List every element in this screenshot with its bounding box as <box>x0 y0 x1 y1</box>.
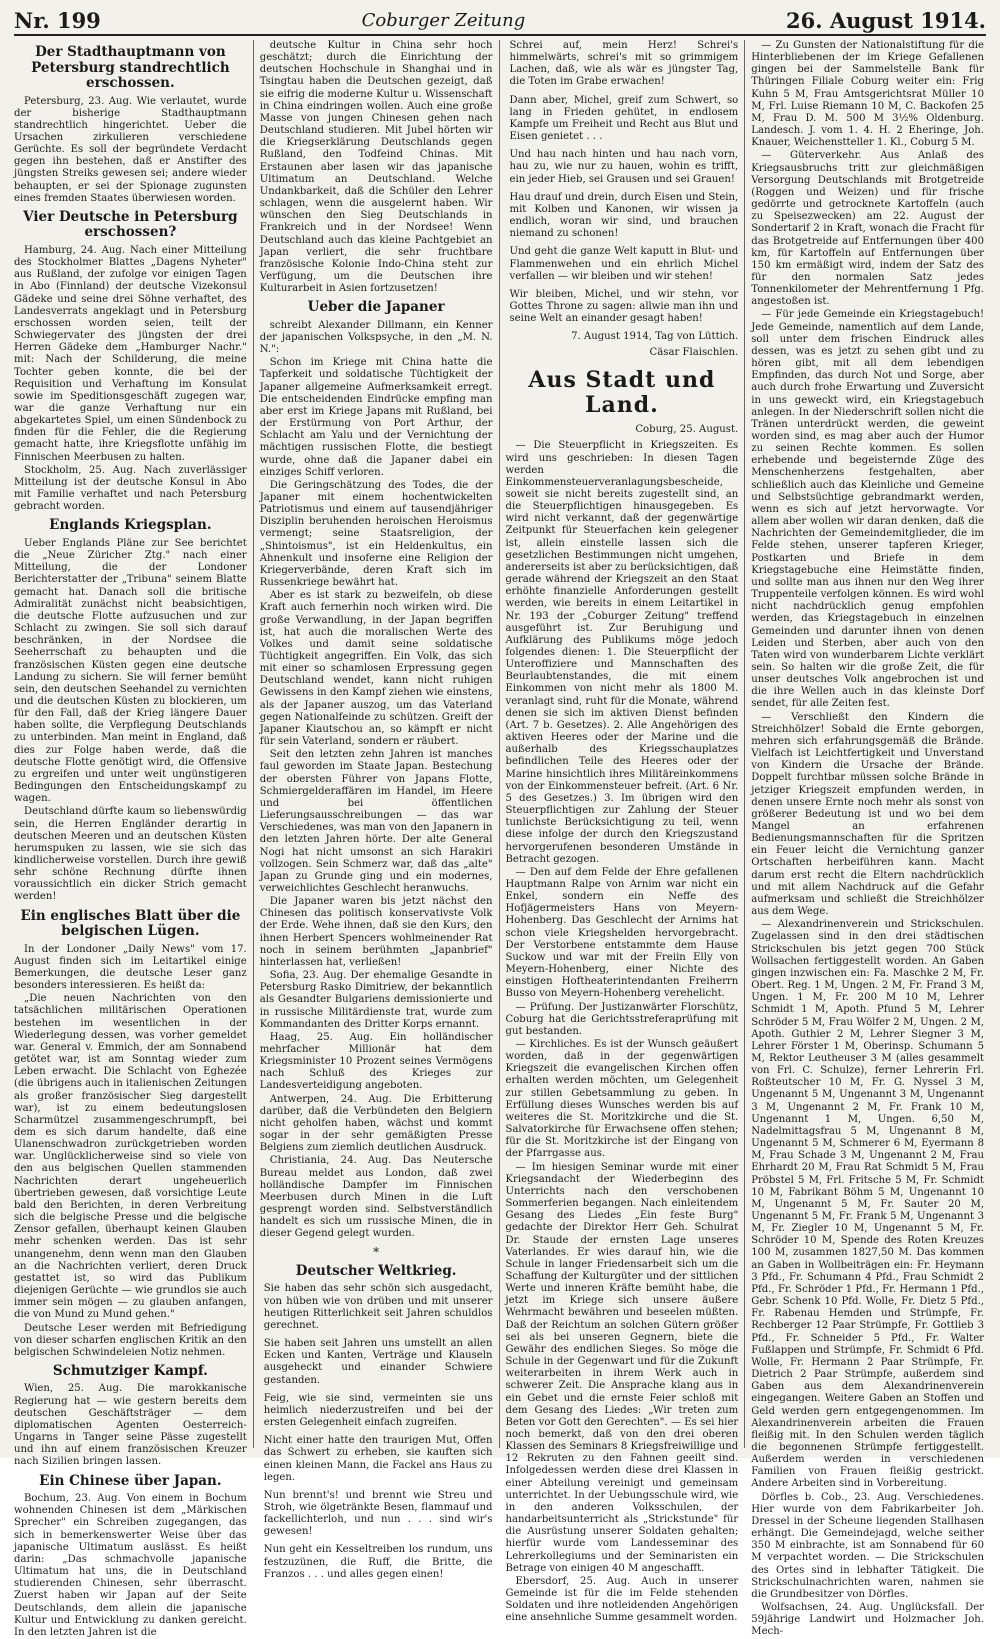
poem-stanza: Hau drauf und drein, durch Eisen und Stein, mit Kolben und Kanonen, wir wissen ja endlich, woran wir sind, und brauchen niemand zu schonen! <box>509 191 739 240</box>
article-paragraph: Wolfsachsen, 24. Aug. Unglücksfall. Der 59jährige Landwirt und Holzmacher Joh. Mech- <box>751 1602 984 1638</box>
poem-date: 7. August 1914, Tag von Lüttich. <box>571 331 739 343</box>
columns <box>14 40 990 1638</box>
article-paragraph: Seit den letzten zehn Jahren ist manches faul geworden im Staate Japan. Bestechung der obersten Führer von Japans Flotte, Schmiergelderaffären im Handel, im Heere und bei öffentlichen Lieferungsausschreibungen — das war Verschiedenes, was man von den Japanern in den letzten Jahren hörte. Der alte General Nogi hat nicht umsonst an sich Harakiri vollzogen. Sein Schmerz war, daß das „alte" Japan zu Grunde ging und ein modernes, verweichlichtes Geschlecht heranwuchs. <box>259 749 493 894</box>
article-paragraph: Dörfles b. Cob., 23. Aug. Verschiedenes. Hier wurde von dem Fabrikarbeiter Joh. Dressel in der Scheune liegenden Stallhasen erhängt. Die Gemeindejagd, welche seither 350 M einbrachte, ist am Sonnabend für 60 M verpachtet worden. — Die Strickschulen des Ortes sind in lebhafter Tätigkeit. Die Strickschulnachrichten waren, nahmen sie die Grundbesitzer von Dörfles. <box>751 1491 984 1600</box>
article-paragraph: — Alexandrinenverein und Strickschulen. Zugelassen sind in den drei städtischen Strickschulen bis jetzt gegen 700 Stück Wollsachen fertiggestellt worden. An Gaben gingen inzwischen ein: Fa. Maschke 2 M, Fr. Obert. Reg. 1 M, Ungen. 2 M, Fr. Frand 3 M, Ungen. 1 M, Fr. 200 M 10 M, Lehrer Schmidt 1 M, Apoth. Pfund 5 M, Lehrer Schröder 5 M, Frau Wölfer 2 M, Ungen. 2 M, Apoth. Guthier 2 M, Lehrer Siegner 3 M, Lehrer Förster 1 M, Oberinsp. Schumann 5 M, Rektor Leutheuser 3 M (alles gesammelt von Frl. C. Schulze), ferner Lehrerin Frl. Roßteutscher 10 M, Fr. G. Nyssel 3 M, Ungenannt 5 M, Ungenannt 3 M, Ungenannt 3 M, Ungenannt 2 M, Fr. Frank 10 M, Ungenannt 1 M, Ungen. 6,50 M, Nadelmittagsfrau 5 M, Ungenannt 8 M, Ungenannt 5 M, Schmerer 6 M, Eyermann 8 M, Frau Schade 3 M, Ungenannt 2 M, Frau Ehrhardt 20 M, Frau Rat Schmidt 5 M, Frau Pröbstel 5 M, Frl. Fritsche 5 M, Fr. Schmidt 10 M, Fabrikant Böhm 5 M, Ungenannt 10 M, Ungenannt 5 M, Fr. Sauter 20 M, Ungenannt 5 M, Fr. Frank 5 M, Ungenannt 3 M, Fr. Ziegler 10 M, Ungenannt 5 M, Fr. Schröder 10 M, Spende des Roten Kreuzes 100 M, zusammen 1827,50 M. Das kommen an Gaben in Wollbeiträgen ein: Fr. Heymann 3 Pfd., Fr. Schumann 4 Pfd., Frau Schmidt 2 Pfd., Fr. Schröder 1 Pfd., Fr. Hermann 1 Pfd., Gebr. Schenk 10 Pfd. Wolle, Fr. Dietz 5 Pfd., Fr. Rabenau Hemden und Strümpfe, Fr. Rechberger 12 Paar Strümpfe, Fr. Gottlieb 3 Pfd., Fr. Schneider 5 Pfd., Fr. Walter Fußlappen und Strümpfe, Fr. Schmidt 6 Pfd. Wolle, Fr. Hermann 2 Paar Strümpfe, Fr. Dietrich 2 Paar Strümpfe, außerdem sind Gaben aus dem Alexandrinenverein eingegangen. Weitere Gaben an Stoffen und Geld werden gern entgegengenommen. Im Alexandrinenverein arbeiten die Frauen fleißig mit. In den Schulen werden täglich die begonnenen Strümpfe fertiggestellt. Außerdem werden in verschiedenen Familien von Frauen fleißig gestrickt. Andere Arbeiten sind in Vorbereitung. <box>751 919 984 1490</box>
poem-stanza: Feig, wie sie sind, vermeinten sie uns heimlich niederzustreifen und bei der ersten Gelegenheit einfach zugreifen. <box>263 1392 493 1429</box>
article-paragraph: Aber es ist stark zu bezweifeln, ob diese Kraft auch fernerhin noch wirken wird. Die große Verwandlung, in der Japan begriffen ist, hat auch die moralischen Werte des Volkes und damit seine soldatische Tüchtigkeit angegriffen. Ein Volk, das sich mit einer so schamlosen Erpressung gegen Deutschland wendet, kann nicht ruhigen Gewissens in den Kampf ziehen wie einstens, als der Japaner auszog, um das Vaterland gegen Nationalfeinde zu schützen. Greift der Japaner Kiautschou an, so kämpft er nicht für sein Vaterland, sondern er räubert. <box>259 590 493 748</box>
article-paragraph: Schon im Kriege mit China hatte die Tapferkeit und soldatische Tüchtigkeit der Japaner allgemeine Aufmerksamkeit erregt. Die entscheidenden Eindrücke empfing man aber erst im Kriege Japans mit Rußland, bei der Erstürmung von Port Arthur, der Schlacht am Yalu und der Vernichtung der mächtigen russischen Flotte, die bestiegt wurde, ohne daß die Japaner dabei ein einziges Schiff verloren. <box>259 357 493 478</box>
article-paragraph: — Für jede Gemeinde ein Kriegstagebuch! Jede Gemeinde, namentlich auf dem Lande, soll unter dem frischen Eindruck alles dessen, was es jetzt zu sehen gibt und zu hören gibt, mit all dem lebendigen Empfinden, das durch Not und Sorge, aber auch durch frohe Erwartung und Zuversicht in uns geweckt wird, ein Kriegstagebuch anlegen. In der Niederschrift sollen nicht die Tränen unterdrückt werden, die geweint worden sind, es mag aber auch der Humor zu seinen Rechte kommen. Es sollen erhebende und begeisternde Züge des Menschenherzens festgehalten, aber schließlich auch das Kleinliche und Gemeine und Selbstsüchtige gebrandmarkt werden, wenn es sich auf jetzt hervorwagte. Vor allem aber wollen wir daran denken, daß die Nachrichten der Gemeindemitglieder, die im Felde stehen, unserer tapferen Krieger, Postkarten und Briefe in dem Kriegstagebuche eine Heimstätte finden, und sollte man aus ihnen nur den Weg ihrer Truppenteile verfolgen können. Es wird wohl nicht nachdrücklich genug empfohlen werden, das Kriegstagebuch in einzelnen Gemeinden und darunter ihnen von denen Leiden und Sterben, aber auch von den Taten wird von wunderbarem Lichte verklärt sein. So halten wir die große Zeit, die für unser deutsches Volk angebrochen ist und die ihre Wellen auch in das kleinste Dorf sendet, für alle Zeiten fest. <box>751 309 984 710</box>
article-paragraph: Bochum, 23. Aug. Von einem in Bochum wohnenden Chinesen ist dem „Märkischen Sprecher" ein Schreiben zugegangen, das sich in bemerkenswerter Weise über das japanische Ultimatum auslässt. Es heißt darin: „Das schmachvolle japanische Ultimatum hat uns, die in Deutschland studierenden Chinesen, sehr überrascht. Zuerst haben wir Japan auf der Seite Deutschlands, dem allein die japanische Kultur und Entwicklung zu danken gereicht. In den letzten Jahren ist die <box>14 1493 247 1638</box>
poem-stanza: Sie haben das sehr schön sich ausgedacht, von hüben wie von drüben und mit unserer heutigen Ritterlichkeit seit Jahren schuldlos gerechnet. <box>263 1283 493 1331</box>
article-paragraph: — Die Steuerpflicht in Kriegszeiten. Es wird uns geschrieben: In diesen Tagen werden die Einkommensteuerveranlagungsbescheide, soweit sie nicht bereits zugestellt sind, an die Steuerpflichtigen hinausgegeben. Es wird nicht verkannt, daß der gegenwärtige Zeitpunkt für Steuerfachen kein gelegener ist, allein einstelle lassen sich die gesetzlichen Bestimmungen nicht umgehen, andererseits ist aber zu berücksichtigen, daß gerade während der Kriegszeit an den Staat erhöhte finanzielle Anforderungen gestellt werden, wie bereits in einem Leitartikel in Nr. 193 der „Coburger Zeitung" treffend ausgeführt ist. Zur Beruhigung und Aufklärung des Publikums möge jedoch folgendes dienen: 1. Die Steuerpflicht der Unteroffiziere und Mannschaften des Beurlaubtenstandes, die mit einem Einkommen von nicht mehr als 1800 M. veranlagt sind, ruht für die Monate, während denen sie sich im aktiven Dienst befinden (Art. 7 b. Gesetzes). 2. Alle Angehörigen des aktiven Heeres oder der Marine und die außerhalb des Kriegsschauplatzes befindlichen Teile des Heeres oder der Marine hinsichtlich ihres Militäreinkommens von der Einkommensteuer befreit. (Art. 6 Nr. 5 des Gesetzes.) 3. Im übrigen wird den Steuerpflichtigen zur Zahlung der Steuer tunlichste Berücksichtigung zu teil, wenn diese infolge der durch den Kriegszustand hervorgerufenen besonderen Umstände in Betracht gezogen. <box>505 440 739 865</box>
poem-stanza: Wir bleiben, Michel, und wir stehn, vor Gottes Throne zu sagen: allwie man ihn und seine Welt an einander gesagt haben! <box>509 288 739 325</box>
poem-stanza: Dann aber, Michel, greif zum Schwert, so lang in Frieden gehütet, in endlosem Kampfe um Freiheit und Recht aus Blut und Eisen genietet . . . <box>509 94 739 143</box>
issue-number: Nr. 199 <box>14 7 101 33</box>
column-4 <box>744 40 990 1638</box>
headline: Ein englisches Blatt über die belgischen Lügen. <box>20 907 241 940</box>
poem-author: Cäsar Flaischlen. <box>649 347 739 359</box>
article-paragraph: Christiania, 24. Aug. Das Neutersche Bureau meldet aus London, daß zwei holländische Dampfer im Finnischen Meerbusen durch Minen in die Luft gesprengt worden sind. Selbstverständlich handelt es sich um russische Minen, die in dieser Gegend gelegt wurden. <box>259 1155 493 1240</box>
article-paragraph: — Prüfung. Der Justizanwärter Florschütz, Coburg hat die Gerichtsstreferaprüfung mit gut bestanden. <box>505 1001 739 1037</box>
issue-date: 26. August 1914. <box>786 7 986 33</box>
headline: Ein Chinese über Japan. <box>39 1472 222 1489</box>
headline: Ueber die Japaner <box>307 299 445 316</box>
poem-stanza: Und geht die ganze Welt kaputt in Blut- und Flammenwehen und ein ehrlich Michel verfallen — wir bleiben und wir stehen! <box>509 246 739 282</box>
article-paragraph: Deutschland dürfte kaum so liebenswürdig sein, die Herren Engländer derartig in deutschen Meeren und an deutschen Küsten herumspuken zu lassen, wie sie sich das kindlicherweise vorstellen. Durch ihre gewiß sehr schöne Rechnung dürfte ihnen voraussichtlich ein dicker Strich gemacht werden! <box>14 806 247 903</box>
article-paragraph: — Verschließt den Kindern die Streichhölzer! Sobald die Ernte geborgen, mehren sich erfahrungsgemäß die Brände. Vielfach ist Leichtfertigkeit und Unverstand von Kindern die Ursache der Brände. Doppelt furchtbar müssen solche Brände in jetziger Kriegszeit empfunden werden, in denen unsere Ernte noch mehr als sonst von größerer Bedeutung ist und wo bei dem Mangel an erfahrenen Bedienungsmannschaften für die Spritzen ein Feuer leicht die Vernichtung ganzer Ortschaften herbeiführen kann. Macht darum erst recht die Eltern nachdrücklich und mit allem Nachdruck auf die Gefahr aufmerksam und schließt die Streichhölzer aus dem Wege. <box>751 711 984 918</box>
article-paragraph: — Güterverkehr. Aus Anlaß des Kriegsausbruchs tritt zur gleichmäßigen Versorgung Deutschlands mit Brotgetreide (Roggen und Weizen) und für frische gedörrte und getrocknete Kartoffeln (auch zu Speisezwecken) am 22. August der Sondertarif 2 in Kraft, wonach die Fracht für das Brotgetreide auf Entfernungen über 400 km, für Kartoffeln auf Entfernungen über 150 km ermäßigt wird, indem der Satz des für den normalen Satz jedes Tonnenkilometer der Mehrentfernung 1 Pfg. angestoßen ist. <box>751 150 984 308</box>
article-paragraph: Die Geringschätzung des Todes, die der Japaner mit einem hochentwickelten Patriotismus und einem auf tausendjähriger Disziplin beruhenden heroischen Heroismus vermengt; seine Staatsreligion, der „Shintoismus", ist ein Heldenkultus, ein Ahnenkult und insoferne eine Religion der Kriegerverbände, deren Kraft sich im Russenkriege bewährt hat. <box>259 479 493 589</box>
article-paragraph: — Den auf dem Felde der Ehre gefallenen Hauptmann Ralpe von Arnim war nicht ein Enkel, sondern ein Neffe des Hofjägermeisters Hans von Meyern-Hohenberg. Das Geschlecht der Arnims hat schon viele Kriegshelden hervorgebracht. Der Verstorbene entstammte dem Hause Suckow und war mit der Freiin Elly von Meyern-Hohenberg, einer Nichte des einstigen Hoftheaterintendanten Freiherrn Busso von Meyern-Hohenberg verehelicht. <box>505 866 739 1000</box>
article-paragraph: — Zu Gunsten der Nationalstiftung für die Hinterbliebenen der im Kriege Gefallenen gingen bei der Sammelstelle Bank für Thüringen Filiale Coburg weiter ein: Frig Kuhn 5 M, Frau Amtsgerichtsrat Müller 10 M, Frl. Luise Riemann 10 M, C. Backofen 25 M, Frau D. M. 500 M 3½% Oldenburg. Landesch. J. vom 1. 4. H. 2 Eheringe, Joh. Knauer, Weichenstteller 1. Kl., Coburg 5 M. <box>751 40 984 149</box>
article-paragraph: Stockholm, 25. Aug. Nach zuverlässiger Mitteilung ist der deutsche Konsul in Abo mit Familie verhaftet und nach Petersburg gebracht worden. <box>14 464 247 513</box>
article-paragraph: Wien, 25. Aug. Die marokkanische Regierung hat — wie gestern bereits dem deutschen Geschäftsträger — dem diplomatischen Agenten Oesterreich-Ungarns in Tanger seine Pässe zugestellt und ihn auf einem französischen Kreuzer nach Sizilien bringen lassen. <box>14 1383 247 1468</box>
newspaper-title: Coburger Zeitung <box>361 9 526 31</box>
section-separator: * <box>373 1244 380 1259</box>
headline: Englands Kriegsplan. <box>49 517 212 534</box>
section-title: Aus Stadt und Land. <box>528 366 716 418</box>
article-paragraph: — Im hiesigen Seminar wurde mit einer Kriegsandacht der Wiederbeginn des Unterrichts nach den verschobenen Sommerferien begangen. Nach einleitendem Gesang des Liedes „Ein feste Burg" gedachte der Direktor Herr Geh. Schulrat Dr. Staude der ernsten Lage unseres Vaterlandes. Er wies darauf hin, wie die Schule in langer Friedensarbeit sich um die Schaffung der Kulturgüter und der sittlichen Werte und inneren Kräfte bemüht habe, die jetzt im Kriege sich unsere äußere Wehrmacht bewähren und beseelen müßten. Daß der Reichtum an solchen Gütern größer sei als bei unseren Gegnern, biete die Gewähr des endlichen Sieges. So möge die Schule in der Gegenwart und für die Zukunft weiterarbeiten in ihrem Werk auch in schwerer Zeit. Die Ansprache klang aus in ein Gebet und die ernste Feier schloß mit dem Gesang des Liedes: „Wir treten zum Beten vor Gott den Gerechten". — Es sei hier noch bemerkt, daß von den drei oberen Klassen des Seminars 8 Kriegsfreiwillige und 12 Rekruten zu den Fahnen geeilt sind. Infolgedessen werden diese drei Klassen in einer Abteilung vereinigt und gemeinsam unterrichtet. In der Uebungsschule wird, wie in den anderen Volksschulen, der handarbeitsunterricht als „Strickstunde" für die Ausrüstung unserer Soldaten gehalten; hierfür wurde vom Landesseminar des Lehrerkollegiums und der Seminaristen ein Betrage von einigen 40 M angeschafft. <box>505 1161 739 1574</box>
article-paragraph: Haag, 25. Aug. Ein holländischer mehrfacher Millionär hat dem Kriegsminister 10 Prozent seines Vermögens nach Schluß des Krieges zur Landesverteidigung angeboten. <box>259 1031 493 1092</box>
article-paragraph: Petersburg, 23. Aug. Wie verlautet, wurde der bisherige Stadthauptmann standrechtlich hingerichtet. Ueber die Ursachen zirkulieren verschiedene Gerüchte. Es soll der begründete Verdacht gegen ihn bestehen, daß er Anstifter des jüngsten Streiks gewesen sei; andere wieder behaupten, er sei der Spionage zugunsten eines fremden Staates überwiesen worden. <box>14 95 247 204</box>
headline: Deutscher Weltkrieg. <box>295 1262 457 1279</box>
poem-stanza: Nun brennt's! und brennt wie Streu und Stroh, wie ölgetränkte Besen, flammauf und fackellichterloh, und nun . . . sind wir's gewesen! <box>263 1489 493 1538</box>
article-paragraph: „Die neuen Nachrichten von den tatsächlichen militärischen Operationen bestehen im wesentlichen in der Wiederlegung dessen, was vorher gemeldet war. General v. Emmich, der am Sonnabend getötet war, ist am Sonntag wieder zum Leben erwacht. Die Schlacht von Eghezée (die übrigens auch in italienischen Zeitungen als großer französischer Sieg dargestellt war), ist zu einem bedeutungslosen Scharmützel zusammengeschrumpft, bei dem es sich darum handelte, daß eine Ulanenschwadron zurückgetrieben worden war. Unglücklicherweise sind so viele von den aus belgischen Quellen stammenden Nachrichten derart ungeheuerlich übertrieben gewesen, daß vorsichtige Leute bald den Berichten, in deren Verbreitung sich die belgische Presse und die belgische Zensor gefallen, überhaupt keinen Glauben mehr schenken werden. Das ist sehr unangenehm, denn wenn man den Glauben an die Nachrichten verliert, deren Druck gestattet ist, so wird das Publikum diejenigen Gerüchte — wie grundlos sie auch immer sein mögen — zu glauben anfangen, die von Mund zu Mund gehen." <box>14 993 247 1321</box>
column-3 <box>499 40 745 1624</box>
article-paragraph: Ueber Englands Pläne zur See berichtet die „Neue Züricher Ztg." nach einer Mitteilung, die der Londoner Berichterstatter der „Tribuna" seinem Blatte gemacht hat. Danach soll die britische Admiralität zunächst nicht beabsichtigen, die deutsche Flotte aufzusuchen und zur Schlacht zu zwingen. Sie soll sich darauf beschränken, in der Nordsee die Seeherrschaft zu behaupten und die französischen Küsten gegen eine deutsche Landung zu sichern. Sie will ferner bemüht sein, den deutschen Seehandel zu vernichten und die deutschen Küsten zu blockieren, um für den Fall, daß der Krieg längere Dauer haben sollte, die Verpflegung Deutschlands zu unterbinden. Man meint in England, daß dies zur Folge haben werde, daß die deutsche Flotte genötigt wird, die Offensive zu ergreifen und unter weit ungünstigeren Bedingungen den Entscheidungskampf zu wagen. <box>14 537 247 805</box>
article-paragraph: — Kirchliches. Es ist der Wunsch geäußert worden, daß in der gegenwärtigen Kriegszeit die evangelischen Kirchen offen erhalten werden möchten, um Gelegenheit zur stillen Gebetsammlung zu geben. In Erfüllung dieses Wunsches werden bis auf weiteres die St. Moritzkirche und die St. Salvatorkirche für Erwachsene offen stehen; für die St. Moritzkirche ist der Eingang von der Pfarrgasse aus. <box>505 1039 739 1160</box>
poem-stanza: Nun geht ein Kesseltreiben los rundum, uns festzuzünen, die Ruff, die Britte, die Franzos . . . und alles gegen einen! <box>263 1544 493 1580</box>
article-paragraph: deutsche Kultur in China sehr hoch geschätzt; durch die Einrichtung der deutschen Hochschule in Shanghai und in Tsingtau haben die Deutschen gezeigt, daß sie eifrig die moderne Kultur u. Wissenschaft in China eindringen wollen. Auch eine große Masse von jungen Chinesen gehen nach Deutschland studieren. Mit Jubel hörten wir die Kriegserklärung Deutschlands gegen Rußland, den Todfeind Chinas. Mit Erstaunen aber lasen wir das japanische Ultimatum an Deutschland. Welche Undankbarkeit, daß die Schüler den Lehrer schlagen, wenn die ausgelernt haben. Wir wünschen den Sieg Deutschlands in Frankreich und in der Nordsee! Wenn Deutschland auch das kleine Pachtgebiet an Japan verliert, die sehr fruchtbare französische Kolonie Indo-China steht zur Verfügung, um die Deutschen ihre Kulturarbeit in Asien fortzusetzen! <box>259 40 493 295</box>
column-2 <box>253 40 499 1580</box>
poem-stanza: Sie haben seit Jahren uns umstellt an allen Ecken und Kanten, Verträge und Klauseln ausgeheckt und einander Schwiere gestanden. <box>263 1338 493 1386</box>
article-paragraph: Die Japaner waren bis jetzt nächst den Chinesen das politisch konservativste Volk der Erde. Wehe ihnen, daß sie den Kurs, den ihnen Herbert Spencers wohlmeinender Rat noch in seinem berühmten „Japanbrief" hinterlassen hat, verließen! <box>259 896 493 968</box>
article-paragraph: schreibt Alexander Dillmann, ein Kenner der japanischen Volkspsyche, in den „M. N. N.": <box>259 319 493 356</box>
poem-stanza: Und hau nach hinten und hau nach vorn, hau zu, wie nur zu hauen, wohin es trifft, ein jeder Hieb, sei Grausen und sei Grauen! <box>509 149 739 185</box>
masthead <box>14 6 986 36</box>
article-paragraph: Ebersdorf, 25. Aug. Auch in unserer Gemeinde ist für die im Felde stehenden Soldaten und ihre notleidenden Angehörigen eine ansehnliche Summe gesammelt worden. <box>505 1575 739 1624</box>
article-paragraph: Sofia, 23. Aug. Der ehemalige Gesandte in Petersburg Rasko Dimitriew, der bekanntlich als Gesandter Bulgariens demissionierte und in russische Militärdienste trat, wurde zum Kommandanten des Dritter Korps ernannt. <box>259 970 493 1030</box>
headline: Vier Deutsche in Petersburg erschossen? <box>23 208 238 241</box>
article-paragraph: Antwerpen, 24. Aug. Die Erbitterung darüber, daß die Verbündeten den Belgiern nicht geholfen haben, wächst und kommt sogar in der sehr gemäßigten Presse Belgiens zum ziemlich deutlichen Ausdruck. <box>259 1093 493 1154</box>
dateline: Coburg, 25. August. <box>635 424 739 436</box>
poem-stanza: Nicht einer hatte den traurigen Mut, Offen das Schwert zu erheben, sie kauften sich einen kleinen Mann, die Fackel ans Haus zu legen. <box>263 1435 493 1483</box>
headline: Schmutziger Kampf. <box>52 1362 208 1379</box>
article-paragraph: Deutsche Leser werden mit Befriedigung von dieser scharfen englischen Kritik an den belgischen Schwindeleien Notiz nehmen. <box>14 1322 247 1358</box>
article-paragraph: Hamburg, 24. Aug. Nach einer Mitteilung des Stockholmer Blattes „Dagens Nyheter" aus Rußland, der zufolge vor einigen Tagen in Abo (Finnland) der deutsche Vizekonsul Gädeke und seine drei Söhne verhaftet, des Landesverrats angeklagt und in Petersburg erschossen worden seien, teilt der Schwiegervater des jüngsten der drei Herren Gädeke dem „Hamburger Nachr." mit: Nach der Schilderung, die meine Tochter geben konnte, die bei der Requisition und Verhaftung im Konsulat sowie im Speditionsgeschäft zugegen war, war die ganze Verhaftung nur ein abgekartetes Spiel, um einen Sündenbock zu finden für die Fehler, die die Regierung gemacht hatte, ihre Kriegsflotte unfähig im Finnischen Meerbusen zu halten. <box>14 244 247 463</box>
poem-stanza: Schrei auf, mein Herz! Schrei's himmelwärts, schrei's mit so grimmigem Lachen, daß, wie als wär es jüngster Tag, die Toten im Grabe erwachen! <box>509 40 739 88</box>
article-paragraph: In der Londoner „Daily News" vom 17. August finden sich im Leitartikel einige Bemerkungen, die deutsche Leser ganz besonders interessieren. Es heißt da: <box>14 943 247 992</box>
column-1 <box>14 40 253 1638</box>
headline: Der Stadthauptmann von Petersburg standrechtlich erschossen. <box>31 44 230 92</box>
